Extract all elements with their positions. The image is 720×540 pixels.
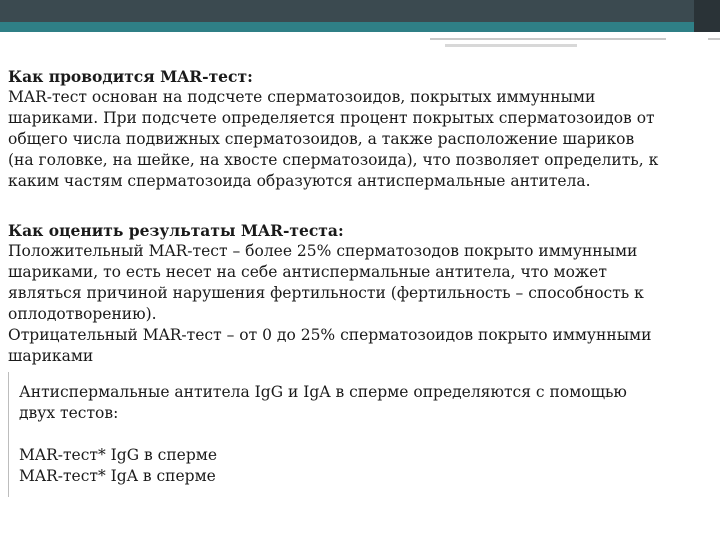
- text-line: шариками, то есть несет на себе антиспермальные антитела, что может: [8, 263, 607, 281]
- test-item-igg: MAR-тест* IgG в сперме: [19, 446, 217, 464]
- section-heading: Как оценить результаты MAR-теста:: [8, 221, 344, 240]
- text-line: (на головке, на шейке, на хвосте сперматозоида), что позволяет определить, к: [8, 151, 659, 169]
- text-line: оплодотворению).: [8, 305, 157, 323]
- decorative-line: [430, 38, 666, 40]
- text-line: шариками. При подсчете определяется процент покрытых сперматозоидов от: [8, 109, 655, 127]
- test-item-iga: MAR-тест* IgA в сперме: [19, 467, 216, 485]
- tests-box: [8, 372, 685, 497]
- section-how-performed: [8, 66, 708, 192]
- header-accent-stripe: [0, 22, 720, 32]
- text-line: шариками: [8, 347, 94, 365]
- text-line: общего числа подвижных сперматозоидов, а также расположение шариков: [8, 130, 635, 148]
- header-band: [0, 0, 720, 22]
- text-line: каким частям сперматозоида образуются антиспермальные антитела.: [8, 172, 591, 190]
- text-line: являться причиной нарушения фертильности (фертильность – способность к: [8, 284, 644, 302]
- text-line: Отрицательный MAR-тест – от 0 до 25% сперматозоидов покрыто иммунными: [8, 326, 652, 344]
- text-line: Положительный MAR-тест – более 25% сперматозодов покрыто иммунными: [8, 242, 638, 260]
- decorative-line: [708, 38, 720, 40]
- header-corner-block: [694, 0, 720, 32]
- section-results: [8, 220, 708, 367]
- text-line: Антиспермальные антитела IgG и IgA в сперме определяются с помощью: [19, 383, 627, 401]
- text-line: двух тестов:: [19, 404, 119, 422]
- text-line: MAR-тест основан на подсчете сперматозоидов, покрытых иммунными: [8, 88, 596, 106]
- decorative-line: [445, 44, 577, 47]
- section-heading: Как проводится MAR-тест:: [8, 67, 253, 86]
